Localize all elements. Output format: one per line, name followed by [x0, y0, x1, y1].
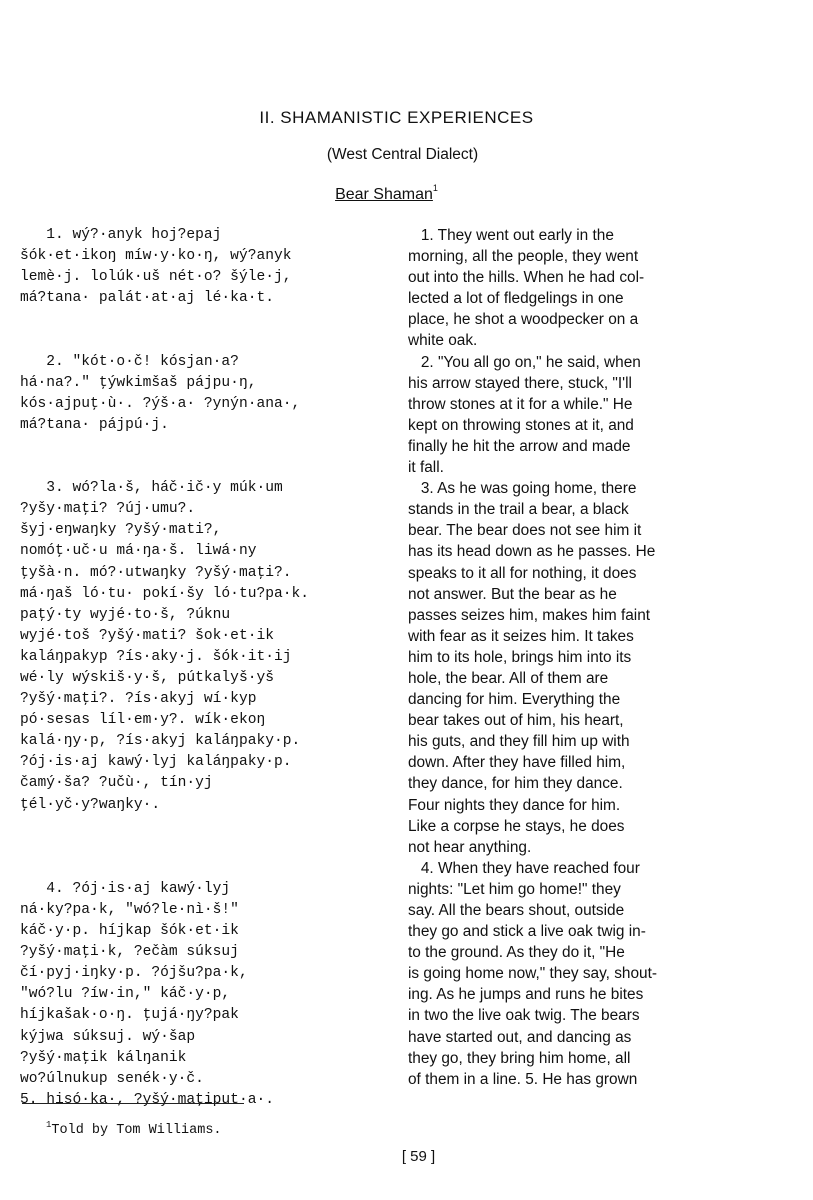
english-text-line: place, he shot a woodpecker on a [408, 311, 639, 329]
english-translation-column [408, 225, 748, 1090]
english-text-line: have started out, and dancing as [408, 1028, 632, 1046]
native-text-line: ?yšý·maţi·k, ?ečàm súksuj [20, 944, 239, 961]
english-text-line: they dance, for him they dance. [408, 775, 623, 793]
native-text-line: šyj·eŋwaŋky ?yšý·mati?, [20, 522, 222, 539]
english-text-line: say. All the bears shout, outside [408, 902, 625, 919]
native-text-line: pó·sesas líl·em·y?. wík·ekoŋ [20, 712, 266, 729]
english-text-line: out into the hills. When he had col- [408, 269, 645, 287]
native-text-line: káč·y·p. híjkap šók·et·ik [20, 923, 239, 940]
english-text-line: speaks to it all for nothing, it does [408, 564, 637, 582]
english-text-line: his arrow stayed there, stuck, "I'll [408, 374, 632, 392]
native-text-line [20, 330, 365, 351]
story-title-text: Bear Shaman [335, 186, 433, 203]
native-text-column [20, 225, 365, 1111]
english-text-line: white oak. [408, 332, 478, 350]
english-text-line: stands in the trail a bear, a black [408, 501, 629, 519]
english-text-line: 1. They went out early in the [408, 227, 614, 244]
english-text-line: ing. As he jumps and runs he bites [408, 986, 644, 1004]
english-text-line: Four nights they dance for him. [408, 796, 621, 814]
english-text-line: with fear as it seizes him. It takes [408, 627, 634, 645]
native-text-line [20, 309, 365, 330]
story-title [0, 183, 793, 204]
native-text-line [20, 816, 365, 837]
english-text-line: dancing for him. Everything the [408, 691, 621, 709]
native-text-line: kýjwa súksuj. wý·šap [20, 1028, 196, 1045]
native-text-line: šók·et·ikoŋ míw·y·ko·ŋ, wý?anyk [20, 248, 292, 265]
english-text-line: they go, they bring him home, all [408, 1049, 631, 1067]
native-text-line: ?yšý·maţik kálŋanik [20, 1049, 187, 1066]
native-text-line: 1. wý?·anyk hoj?epaj [20, 227, 222, 243]
native-text-line: ?yšy·maţi? ?új·umu?. [20, 501, 196, 518]
native-text-line: nomóţ·uč·u má·ŋa·š. liwá·ny [20, 543, 257, 560]
english-text-line: Like a corpse he stays, he does [408, 817, 625, 835]
native-text-line [20, 858, 365, 879]
native-text-line: wo?úlnukup senék·y·č. [20, 1070, 204, 1087]
native-text-line: ?ój·is·aj kawý·lyj kaláŋpaky·p. [20, 754, 292, 771]
native-text-line: ţyšà·n. mó?·utwaŋky ?yšý·maţi?. [20, 564, 292, 581]
native-text-line: kaláŋpakyp ?ís·aky·j. šók·it·ij [20, 648, 292, 665]
native-text-line: ţél·yč·y?waŋky·. [20, 796, 161, 813]
english-text-line: has its head down as he passes. He [408, 543, 656, 561]
native-text-line: lemè·j. lolúk·uš nét·o? šýle·j, [20, 269, 292, 286]
english-text-line: kept on throwing stones at it, and [408, 416, 634, 434]
english-text-line: morning, all the people, they went [408, 248, 639, 266]
native-text-line: kalá·ŋy·p, ?ís·akyj kaláŋpaky·p. [20, 733, 301, 750]
english-text-line: not hear anything. [408, 838, 532, 856]
native-text-line: 4. ?ój·is·aj kawý·lyj [20, 880, 231, 897]
english-text-line: lected a lot of fledgelings in one [408, 290, 624, 308]
native-text-line: 3. wó?la·š, háč·ič·y múk·um [20, 480, 283, 497]
english-text-line: is going home now," they say, shout- [408, 965, 657, 983]
english-text-line: passes seizes him, makes him faint [408, 606, 651, 624]
footnote-rule [22, 1103, 244, 1104]
native-text-line: má·ŋaš ló·tu· pokí·šy ló·tu?pa·k. [20, 585, 310, 602]
english-text-line: 4. When they have reached four [408, 859, 640, 877]
footnote-mark: 1 [46, 1120, 52, 1130]
footnote [46, 1120, 222, 1138]
native-text-line: má?tana· palát·at·aj lé·ka·t. [20, 290, 274, 307]
english-text-line: in two the live oak twig. The bears [408, 1007, 640, 1025]
native-text-line: wyjé·toš ?yšý·mati? šok·et·ik [20, 627, 274, 644]
native-text-line: čí·pyj·iŋky·p. ?ójšu?pa·k, [20, 965, 248, 982]
dialect-subtitle: (West Central Dialect) [326, 146, 479, 163]
english-text-line: of them in a line. 5. He has grown [408, 1070, 638, 1088]
english-text-line: his guts, and they fill him up with [408, 733, 630, 751]
section-title: II. SHAMANISTIC EXPERIENCES [259, 108, 534, 127]
footnote-text: Told by Tom Williams. [51, 1123, 222, 1138]
native-text-line: híjkašak·o·ŋ. ţujá·ŋy?pak [20, 1007, 239, 1024]
native-text-line: 5. hisó·ka·, ?yšý·maţiput·a·. [20, 1091, 274, 1108]
english-text-line: down. After they have filled him, [408, 754, 626, 772]
english-text-line: it fall. [408, 459, 444, 477]
english-text-line: to the ground. As they do it, "He [408, 944, 625, 962]
native-text-line: ná·ky?pa·k, "wó?le·nì·š!" [20, 902, 239, 918]
english-text-line: they go and stick a live oak twig in- [408, 923, 646, 941]
english-text-line: nights: "Let him go home!" they [408, 880, 621, 898]
english-text-line: 2. "You all go on," he said, when [408, 353, 641, 371]
native-text-line: wé·ly wýskiš·y·š, pútkalyš·yš [20, 669, 274, 686]
native-text-line: má?tana· pájpú·j. [20, 416, 169, 433]
english-text-line: bear. The bear does not see him it [408, 522, 642, 540]
english-text-line: finally he hit the arrow and made [408, 437, 631, 455]
english-text-line: 3. As he was going home, there [408, 480, 637, 498]
native-text-line: 2. "kót·o·č! kósjan·a? [20, 353, 239, 370]
story-title-footnote-mark: 1 [432, 183, 438, 193]
english-text-line: him to its hole, brings him into its [408, 648, 632, 666]
page-number: [ 59 ] [401, 1148, 436, 1165]
native-text-line: paţý·ty wyjé·to·š, ?úknu [20, 606, 231, 623]
english-text-line: bear takes out of him, his heart, [408, 712, 624, 730]
native-text-line: "wó?lu ?íw·in," káč·y·p, [20, 986, 231, 1003]
native-text-line [20, 436, 365, 457]
native-text-line: čamý·ša? ?učù·, tín·yj [20, 775, 213, 792]
english-text-line: not answer. But the bear as he [408, 585, 617, 603]
english-text-line: throw stones at it for a while." He [408, 395, 633, 413]
native-text-line: ?yšý·maţi?. ?ís·akyj wí·kyp [20, 691, 257, 708]
english-text-line: hole, the bear. All of them are [408, 669, 609, 687]
native-text-line: kós·ajpuţ·ù·. ?ýš·a· ?ynýn·ana·, [20, 395, 301, 412]
native-text-line [20, 457, 365, 478]
native-text-line: há·na?." ţýwkimšaš pájpu·ŋ, [20, 374, 257, 391]
native-text-line [20, 837, 365, 858]
